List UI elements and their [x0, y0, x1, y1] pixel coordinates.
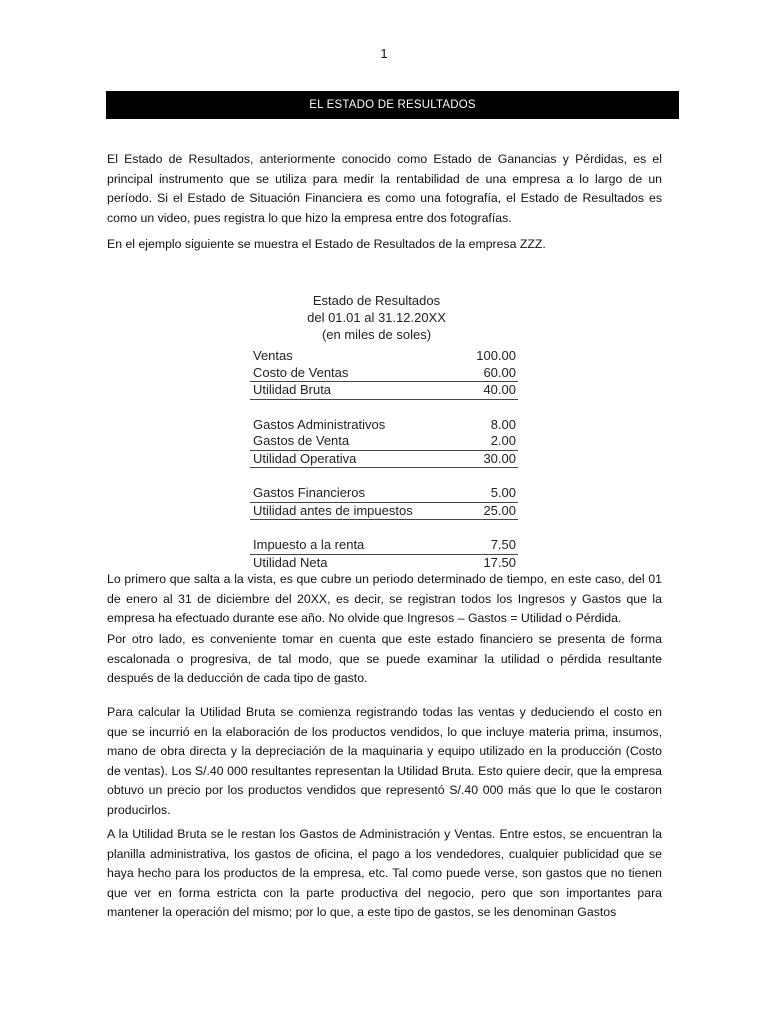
document-title-bar: [106, 91, 679, 119]
statement-heading: [235, 292, 518, 343]
row-label: Gastos de Venta: [253, 433, 350, 448]
row-label: Gastos Administrativos: [253, 416, 386, 432]
row-label: Utilidad antes de impuestos: [253, 502, 413, 518]
paragraph-example: En el ejemplo siguiente se muestra el Estado de Resultados de la empresa ZZZ.: [107, 237, 546, 251]
income-statement-table: [250, 292, 518, 571]
row-label: Impuesto a la renta: [253, 537, 365, 552]
paragraph-intro: El Estado de Resultados, anteriormente conocido como Estado de Ganancias y Pérdidas, es el principal instrumento que se utiliza para medir la rentabilidad de una empresa a lo largo de un período. Si el Estado de Situación Financiera es como una fotografía, el Estado de Resultados es como un video, pues registra lo que hizo la empresa entre dos fotografías.: [107, 152, 662, 225]
statement-period: del 01.01 al 31.12.20XX: [307, 310, 446, 325]
paragraph-progressive: Por otro lado, es conveniente tomar en cuenta que este estado financiero se presenta de forma escalonada o progresiva, de tal modo, que se puede examinar la utilidad o pérdida resultante después de la deducción de cada tipo de gasto.: [107, 632, 662, 686]
statement-row: [250, 485, 518, 503]
row-label: Utilidad Operativa: [253, 450, 357, 466]
row-value: 8.00: [490, 416, 516, 432]
row-label: Utilidad Neta: [253, 554, 328, 570]
statement-row: [250, 537, 518, 555]
row-label: Costo de Ventas: [253, 364, 349, 380]
row-label: Gastos Financieros: [253, 485, 365, 500]
statement-row: [250, 382, 518, 400]
statement-row: [250, 555, 518, 572]
page-number: 1: [380, 46, 388, 61]
row-label: Utilidad Bruta: [253, 382, 332, 397]
row-value: 2.00: [490, 433, 516, 448]
statement-row: [250, 503, 518, 521]
statement-row: [250, 433, 518, 451]
row-value: 17.50: [483, 554, 516, 570]
statement-title: Estado de Resultados: [312, 293, 441, 308]
statement-row: [250, 417, 518, 434]
row-value: 40.00: [483, 382, 516, 397]
row-label: Ventas: [253, 348, 293, 363]
paragraph-gross-profit: Para calcular la Utilidad Bruta se comienza registrando todas las ventas y deduciendo el costo en que se incurrió en la elaboración de los productos vendidos, lo que incluye materia prima, insumos, mano de obra directa y la depreciación de la maquinaria y equipo utilizado en la producción (Costo de ventas). Los S/.40 000 resultantes representan la Utilidad Bruta. Esto quiere decir, que la empresa obtuvo un precio por los productos vendidos que representó S/.40 000 más que lo que le costaron producirlos.: [107, 705, 662, 817]
row-value: 7.50: [490, 537, 516, 552]
statement-row: [250, 451, 518, 469]
row-value: 25.00: [483, 502, 516, 518]
statement-row: [250, 365, 518, 383]
paragraph-period: Lo primero que salta a la vista, es que cubre un periodo determinado de tiempo, en este caso, del 01 de enero al 31 de diciembre del 20XX, es decir, se registran todos los Ingresos y Gastos que la empresa ha efectuado durante ese año. No olvide que Ingresos – Gastos = Utilidad o Pérdida.: [107, 572, 662, 626]
statement-units: (en miles de soles): [321, 327, 432, 342]
paragraph-expenses: A la Utilidad Bruta se le restan los Gastos de Administración y Ventas. Entre estos, se encuentran la planilla administrativa, los gastos de oficina, el pago a los vendedores, cualquier publicidad que se haya hecho para los productos de la empresa, etc. Tal como puede verse, son gastos que no tienen que ver en forma estricta con la parte productiva del negocio, pero que son importantes para mantener la operación del mismo; por lo que, a este tipo de gastos, se les denominan Gastos: [107, 827, 662, 920]
row-value: 60.00: [483, 364, 516, 380]
statement-row: [250, 348, 518, 365]
row-value: 30.00: [483, 450, 516, 466]
row-value: 100.00: [476, 348, 516, 363]
document-title: EL ESTADO DE RESULTADOS: [309, 99, 476, 111]
row-value: 5.00: [490, 485, 516, 500]
